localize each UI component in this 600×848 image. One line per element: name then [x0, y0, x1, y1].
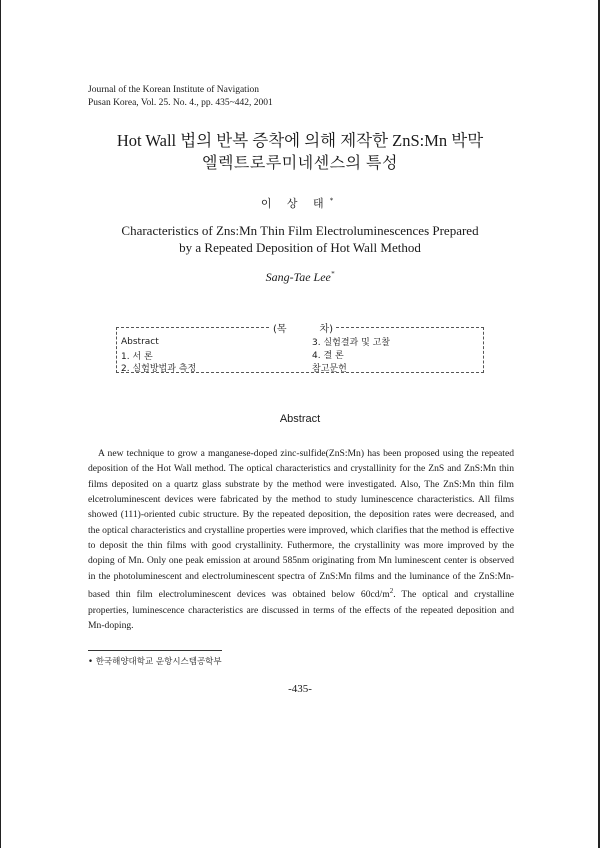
author-korean-name: 이 상 태	[260, 197, 330, 210]
toc-heading	[271, 320, 335, 335]
english-title-line-2: by a Repeated Deposition of Hot Wall Method	[179, 240, 421, 255]
footnote: • 한국해양대학교 운항시스템공학부	[88, 657, 222, 667]
toc-item-conclusion: 4. 결 론	[312, 351, 344, 361]
korean-title-line-1: Hot Wall 법의 반복 증착에 의해 제작한 ZnS:Mn 박막	[116, 131, 484, 150]
toc-item-intro: 1. 서 론	[121, 352, 153, 362]
toc-heading-right: 차)	[319, 324, 333, 335]
english-title	[0, 222, 600, 256]
korean-title-line-2: 엘렉트로루미네센스의 특성	[202, 155, 398, 172]
english-title-line-1: Characteristics of Zns:Mn Thin Film Electroluminescences Prepared	[121, 223, 479, 238]
journal-line-1: Journal of the Korean Institute of Navigation	[88, 85, 259, 95]
footnote-divider	[88, 650, 222, 651]
toc-item-references: 참고문헌	[312, 364, 347, 374]
author-english	[0, 270, 600, 285]
author-english-mark: *	[330, 270, 335, 278]
journal-line-2: Pusan Korea, Vol. 25. No. 4., pp. 435~442, 2001	[88, 97, 273, 108]
page-number: -435-	[288, 683, 312, 695]
table-of-contents	[116, 324, 484, 374]
author-korean-mark: *	[329, 196, 340, 205]
toc-item-abstract: Abstract	[121, 337, 159, 347]
author-korean	[0, 195, 600, 211]
abstract-text-end: . The optical and crystalline properties, luminescence characteristics are discussed in terms of the effects of the repeated deposition and Mn-doping.	[88, 589, 515, 631]
toc-item-methods: 2. 실험방법과 측정	[121, 364, 197, 374]
abstract-text-main: A new technique to grow a manganese-doped zinc-sulfide(ZnS:Mn) has been proposed using the repeated deposition of the Hot Wall method. The optical characteristics and crystallinity for the ZnS and ZnS:Mn thin films deposited on a quartz glass substrate by the method were investigated. Also, The ZnS:Mn thin film elcetroluminescent devices were fabricated by the method to study luminescence characteristics. All films showed (111)-oriented cubic structure. By the repeated deposition, the deposition rates were decreased, and the optical characteristics and crystalline properties were improved, which clarifies that the method is effective to deposit the thin films with good crystallinity. Futhermore, the crystallinity was more improved by the doping of Mn. Only one peak emission at around 585nm originating from Mn luminescent center is observed in the photoluminescent and electroluminescent spectra of ZnS:Mn films and the luminance of the ZnS:Mn-based thin film electroluminescent devices was obtained below 60cd/m	[88, 448, 514, 601]
abstract-heading: Abstract	[279, 413, 321, 425]
abstract-body	[88, 446, 514, 633]
toc-item-results: 3. 실험결과 및 고찰	[312, 338, 391, 348]
author-english-name: Sang-Tae Lee	[265, 270, 331, 284]
journal-info	[88, 84, 273, 109]
toc-heading-left: (목	[273, 324, 287, 335]
abstract-superscript: 2	[389, 587, 394, 596]
